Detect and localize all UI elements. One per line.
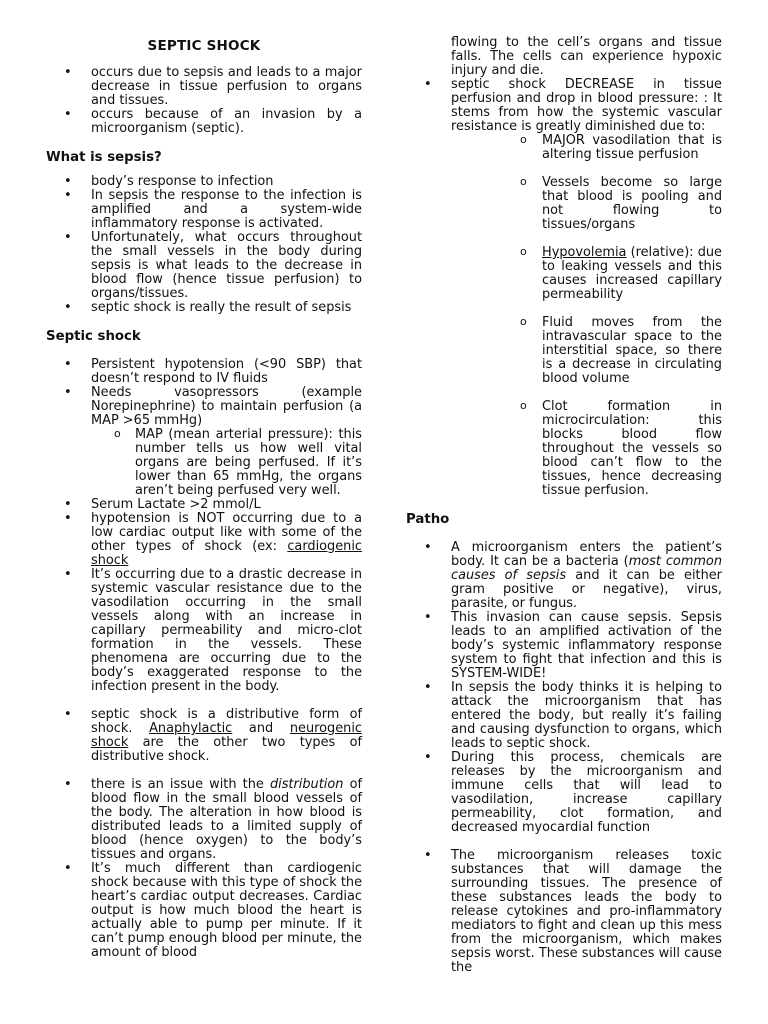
anaphylactic-link[interactable]: Anaphylactic [149,721,233,736]
shock-item-distributive [46,708,362,764]
hypovolemia-text: (relative): due to leaking vessels and this causes increased capillary permeability [542,245,722,302]
heading-patho: Patho [406,512,450,527]
document-title: SEPTIC SHOCK [147,38,261,54]
patho-item-microorganism [406,541,722,611]
intro-list [46,66,362,136]
micro-italic: most common causes of sepsis [451,554,722,583]
cause-fluid-shift: o Fluid moves from the intravascular space to the interstitial space, so there is a decrease in circulating blood volume [406,316,722,386]
patho-item-toxic: • The microorganism releases toxic substances that will damage the surrounding tissues. The presence of these substances leads the body to release cytokines and pro-inflammatory mediators to fight and clean up this mess from the microorganism, which makes sepsis worst. These substances will cause the [406,849,722,975]
decrease-item: • septic shock DECREASE in tissue perfusion and drop in blood pressure: : It stems from how the systemic vascular resistance is greatly diminished due to: [406,78,722,134]
shock-item-vasopressors: • Needs vasopressors (example Norepinephrine) to maintain perfusion (a MAP >65 mmHg) [46,386,362,428]
cause-hypovolemia [406,246,722,302]
shock-item-cardiogenic-difference: • It’s much different than cardiogenic shock because with this type of shock the heart’s cardiac output decreases. Cardiac output is how much blood the heart is actually able to pump per minute. If it can’t pump enough blood per minute, the amount of blood [46,862,362,960]
cause-pooling: o Vessels become so large that blood is pooling and not flowing to tissues/organs [406,176,722,232]
hypovolemia-link[interactable]: Hypovolemia [542,245,627,260]
septic-shock-list [46,358,362,960]
patho-item-body-thinks: • In sepsis the body thinks it is helping to attack the microorganism that has entered the body, but really it’s failing and causing dysfunction to organs, which leads to septic shock. [406,681,722,751]
distributive-text-post: are the other two types of distributive shock. [91,735,362,764]
decrease-list [406,78,722,134]
issue-italic: distribution [269,777,344,792]
causes-list [406,134,722,498]
distributive-text-pre: septic shock is a distributive form of shock. [91,707,362,736]
cause-vasodilation: o MAJOR vasodilation that is altering tissue perfusion [406,134,722,162]
shock-item-hypotension: • Persistent hypotension (<90 SBP) that doesn’t respond to IV fluids [46,358,362,386]
patho-list [406,541,722,975]
intro-item-1: • occurs due to sepsis and leads to a major decrease in tissue perfusion to organs and tissues. [46,66,362,108]
patho-item-chemicals: • During this process, chemicals are releases by the microorganism and immune cells that will lead to vasodilation, increase capillary permeability, clot formation, and decreased myocardial function [406,751,722,835]
shock-item-not-cardiac [46,512,362,568]
cardiogenic-shock-link[interactable]: cardiogenic shock [91,539,362,568]
shock-item-distribution-issue [46,778,362,862]
sepsis-item-2: • In sepsis the response to the infection is amplified and a system-wide inflammatory response is activated. [46,189,362,231]
not-cardiac-text: hypotension is NOT occurring due to a low cardiac output like with some of the other types of shock (ex: [91,511,362,554]
right-column [406,36,722,975]
continued-paragraph: flowing to the cell’s organs and tissue falls. The cells can experience hypoxic injury and die. [451,35,722,78]
cause-clot-formation: o Clot formation in microcirculation: this blocks blood flow throughout the vessels so blood can’t flow to the tissues, hence decreasing tissue perfusion. [406,400,722,498]
micro-text-pre: A microorganism enters the patient’s body. It can be a bacteria ( [451,540,722,569]
issue-text-post: of blood flow in the small blood vessels of the body. The alteration in how blood is distributed leads to a limited supply of blood (hence oxygen) to the body’s tissues and organs. [91,777,362,862]
sepsis-item-4: • septic shock is really the result of sepsis [46,301,362,315]
patho-item-invasion: • This invasion can cause sepsis. Sepsis leads to an amplified activation of the body’s systemic inflammatory response system to fight that infection and this is SYSTEM-WIDE! [406,611,722,681]
left-column [46,36,362,960]
issue-text-pre: there is an issue with the [91,777,270,792]
shock-subitem-map: o MAP (mean arterial pressure): this number tells us how well vital organs are being perfused. If it’s lower than 65 mmHg, the organs aren’t being perfused very well. [46,428,362,498]
sepsis-item-1: • body’s response to infection [46,175,362,189]
intro-item-2: • occurs because of an invasion by a microorganism (septic). [46,108,362,136]
sepsis-item-3: • Unfortunately, what occurs throughout the small vessels in the body during sepsis is what leads to the decrease in blood flow (hence tissue perfusion) to organs/tissues. [46,231,362,301]
shock-item-drastic-decrease: • It’s occurring due to a drastic decrease in systemic vascular resistance due to the vasodilation occurring in the small vessels along with an increase in capillary permeability and micro-clot formation in the vessels. These phenomena are occurring due to the body’s exaggerated response to the infection present in the body. [46,568,362,694]
heading-septic-shock: Septic shock [46,329,141,344]
sepsis-list [46,175,362,315]
micro-text-post: and it can be either gram positive or negative), virus, parasite, or fungus. [451,568,722,611]
distributive-and: and [232,721,290,736]
neurogenic-shock-link[interactable]: neurogenic shock [91,721,362,750]
shock-item-lactate: • Serum Lactate >2 mmol/L [46,498,362,512]
heading-what-is-sepsis: What is sepsis? [46,150,162,165]
